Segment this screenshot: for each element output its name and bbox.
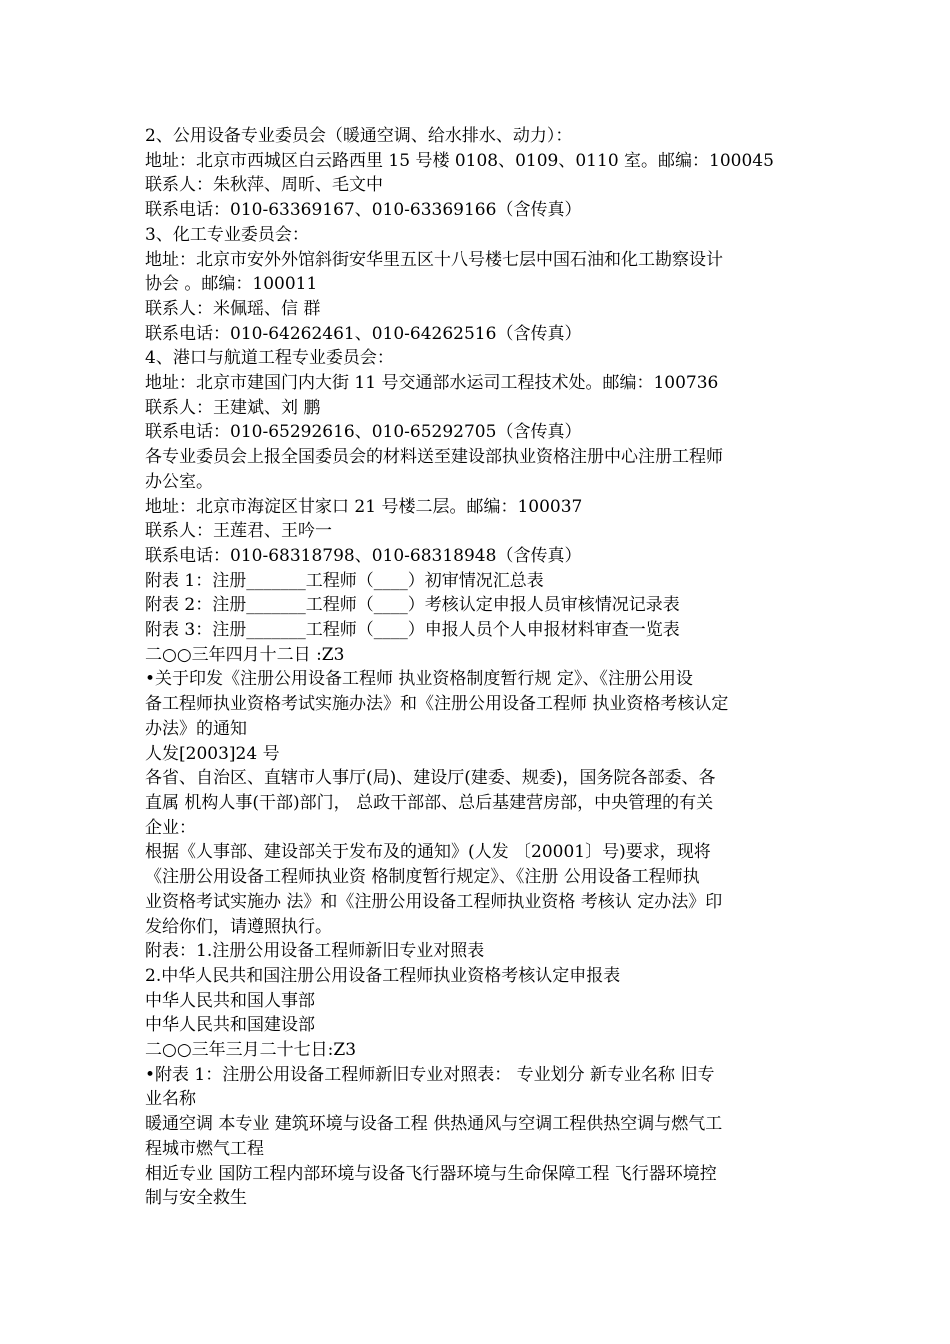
notice-body: 根据《人事部、建设部关于发布及的通知》(人发 〔20001〕号)要求，现将 (145, 842, 711, 863)
address-line: 地址：北京市西城区白云路西里 15 号楼 0108、0109、0110 室。邮编：100045 (145, 150, 774, 171)
notice-body-continued: 业资格考试实施办 法》和《注册公用设备工程师执业资格 考核认 定办法》印 (145, 891, 723, 912)
phone-line: 联系电话：010-68318798、010-68318948（含传真） (145, 545, 582, 566)
table-row-hvac-continued: 程城市燃气工程 (145, 1138, 264, 1159)
notice-title-end: 办法》的通知 (145, 718, 247, 739)
phone-line: 联系电话：010-64262461、010-64262516（含传真） (145, 323, 582, 344)
notice-title: •关于印发《注册公用设备工程师 执业资格制度暂行规 定》、《注册公用设 (145, 669, 693, 690)
section-heading-port-committee: 4、港口与航道工程专业委员会： (145, 348, 394, 369)
attachment-item-2: 2.中华人民共和国注册公用设备工程师执业资格考核认定申报表 (145, 965, 621, 986)
contact-person-line: 联系人：王建斌、刘 鹏 (145, 397, 321, 418)
issuer-ministry-construction: 中华人民共和国建设部 (145, 1015, 315, 1036)
section-heading-hvac-committee: 2、公用设备专业委员会（暖通空调、给水排水、动力）： (145, 126, 573, 146)
issuer-ministry-personnel: 中华人民共和国人事部 (145, 990, 315, 1011)
address-line: 地址：北京市海淀区甘家口 21 号楼二层。邮编：100037 (145, 496, 583, 517)
addressees: 各省、自治区、直辖市人事厅(局)、建设厅(建委、规委)，国务院各部委、各 (145, 768, 716, 789)
section-heading-chemical-committee: 3、化工专业委员会： (145, 224, 309, 245)
phone-line: 联系电话：010-65292616、010-65292705（含传真） (145, 422, 582, 443)
appendix-item-1: 附表 1：注册_______工程师（____）初审情况汇总表 (145, 570, 544, 591)
date-line: 二○○三年四月十二日 :Z3 (145, 644, 345, 665)
notice-title-continued: 备工程师执业资格考试实施办法》和《注册公用设备工程师 执业资格考核认定 (145, 694, 729, 715)
appendix-table-heading-continued: 业名称 (145, 1089, 196, 1110)
address-line-continued: 协会 。邮编：100011 (145, 274, 318, 295)
notice-body-continued: 《注册公用设备工程师执业资 格制度暂行规定》、《注册 公用设备工程师执 (145, 867, 700, 888)
submission-note: 各专业委员会上报全国委员会的材料送至建设部执业资格注册中心注册工程师 (145, 447, 723, 468)
appendix-item-3: 附表 3：注册_______工程师（____）申报人员个人申报材料审查一览表 (145, 620, 680, 641)
table-row-related-continued: 制与安全救生 (145, 1188, 247, 1209)
addressees-continued: 直属 机构人事(干部)部门， 总政干部部、总后基建营房部，中央管理的有关 (145, 792, 714, 813)
attachment-item-1: 附表：1.注册公用设备工程师新旧专业对照表 (145, 941, 485, 962)
submission-note-continued: 办公室。 (145, 471, 213, 492)
appendix-item-2: 附表 2：注册_______工程师（____）考核认定申报人员审核情况记录表 (145, 595, 680, 616)
address-line: 地址：北京市安外外馆斜街安华里五区十八号楼七层中国石油和化工勘察设计 (145, 249, 723, 270)
date-line: 二○○三年三月二十七日:Z3 (145, 1040, 357, 1061)
appendix-table-heading: •附表 1：注册公用设备工程师新旧专业对照表： 专业划分 新专业名称 旧专 (145, 1064, 715, 1085)
notice-body-end: 发给你们，请遵照执行。 (145, 916, 332, 937)
table-row-related: 相近专业 国防工程内部环境与设备飞行器环境与生命保障工程 飞行器环境控 (145, 1163, 717, 1184)
contact-person-line: 联系人：米佩瑶、信 群 (145, 298, 321, 319)
phone-line: 联系电话：010-63369167、010-63369166（含传真） (145, 200, 582, 221)
contact-person-line: 联系人：王莲君、王吟一 (145, 521, 332, 542)
address-line: 地址：北京市建国门内大街 11 号交通部水运司工程技术处。邮编：100736 (145, 373, 719, 394)
document-number: 人发[2003]24 号 (145, 743, 280, 764)
table-row-hvac: 暖通空调 本专业 建筑环境与设备工程 供热通风与空调工程供热空调与燃气工 (145, 1114, 723, 1135)
contact-person-line: 联系人：朱秋萍、周昕、毛文中 (145, 175, 383, 196)
document-body (145, 124, 810, 1211)
addressees-end: 企业： (145, 817, 196, 838)
